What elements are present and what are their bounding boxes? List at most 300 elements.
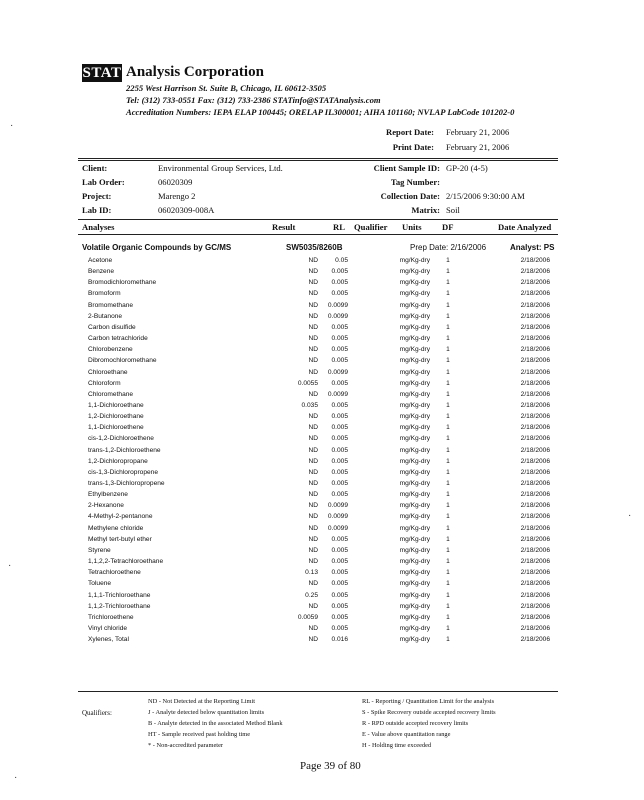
- result-value: ND: [308, 312, 318, 320]
- analyte-name: Chloroform: [88, 379, 121, 387]
- date-analyzed-value: 2/18/2006: [520, 435, 550, 443]
- table-row: [0, 367, 644, 378]
- units-value: mg/Kg-dry: [399, 435, 430, 443]
- units-value: mg/Kg-dry: [399, 624, 430, 632]
- table-row: [0, 378, 644, 389]
- qualifier-note: J - Analyte detected below quantitation limits: [148, 709, 265, 716]
- analyte-name: 2-Butanone: [88, 312, 123, 320]
- analyte-name: Vinyl chloride: [88, 624, 128, 632]
- df-value: 1: [446, 413, 450, 421]
- analyte-name: Acetone: [88, 257, 113, 264]
- result-value: ND: [308, 480, 318, 487]
- date-analyzed-value: 2/18/2006: [520, 613, 550, 621]
- date-analyzed-value: 2/18/2006: [520, 546, 550, 554]
- rl-value: 0.005: [331, 435, 348, 443]
- rl-value: 0.0099: [327, 390, 348, 398]
- units-value: mg/Kg-dry: [399, 513, 430, 521]
- units-value: mg/Kg-dry: [399, 502, 430, 510]
- units-value: mg/Kg-dry: [399, 368, 430, 376]
- date-analyzed-value: 2/18/2006: [520, 257, 550, 264]
- result-value: ND: [308, 435, 318, 443]
- units-value: mg/Kg-dry: [399, 312, 430, 320]
- rl-value: 0.005: [331, 346, 348, 354]
- units-value: mg/Kg-dry: [399, 636, 430, 644]
- rl-value: 0.005: [331, 624, 348, 632]
- section-prep-date: Prep Date: 2/16/2006: [410, 243, 487, 252]
- matrix-value: Soil: [446, 205, 460, 215]
- rl-value: 0.005: [331, 424, 348, 432]
- result-value: ND: [308, 513, 318, 521]
- client-value: Environmental Group Services, Ltd.: [158, 163, 283, 173]
- rl-value: 0.005: [331, 457, 348, 465]
- analyte-name: Chloroethane: [88, 368, 128, 376]
- table-row: [0, 601, 644, 612]
- df-value: 1: [446, 591, 450, 599]
- date-analyzed-value: 2/18/2006: [520, 323, 550, 331]
- result-value: 0.13: [305, 569, 318, 577]
- table-row: [0, 467, 644, 478]
- units-value: mg/Kg-dry: [399, 558, 430, 566]
- rl-value: 0.005: [331, 613, 348, 621]
- df-value: 1: [446, 357, 450, 365]
- result-value: ND: [308, 390, 318, 398]
- table-row: [0, 578, 644, 589]
- rl-value: 0.0099: [327, 312, 348, 320]
- col-rl: RL: [333, 222, 345, 232]
- print-date-label: Print Date:: [392, 142, 434, 152]
- section-method: SW5035/8260B: [286, 243, 343, 252]
- df-value: 1: [446, 480, 450, 487]
- units-value: mg/Kg-dry: [399, 468, 430, 476]
- table-row: [0, 266, 644, 277]
- units-value: mg/Kg-dry: [399, 257, 430, 264]
- date-analyzed-value: 2/18/2006: [520, 390, 550, 398]
- df-value: 1: [446, 424, 450, 432]
- rl-value: 0.0099: [327, 301, 348, 309]
- df-value: 1: [446, 312, 450, 320]
- date-analyzed-value: 2/18/2006: [520, 602, 550, 610]
- units-value: mg/Kg-dry: [399, 580, 430, 588]
- date-analyzed-value: 2/18/2006: [520, 424, 550, 432]
- table-row: [0, 344, 644, 355]
- df-value: 1: [446, 346, 450, 354]
- result-value: ND: [308, 346, 318, 354]
- client-sample-id-label: Client Sample ID:: [373, 163, 440, 173]
- analyte-name: 4-Methyl-2-pentanone: [88, 513, 153, 521]
- df-value: 1: [446, 435, 450, 443]
- qualifier-note: E - Value above quantitation range: [362, 731, 451, 738]
- df-value: 1: [446, 457, 450, 465]
- date-analyzed-value: 2/18/2006: [520, 502, 550, 510]
- result-value: ND: [308, 457, 318, 465]
- date-analyzed-value: 2/18/2006: [520, 480, 550, 487]
- analyte-name: Benzene: [88, 268, 115, 276]
- rl-value: 0.005: [331, 290, 348, 298]
- rl-value: 0.005: [331, 535, 348, 543]
- date-analyzed-value: 2/18/2006: [520, 569, 550, 577]
- date-analyzed-value: 2/18/2006: [520, 580, 550, 588]
- rl-value: 0.005: [331, 401, 348, 409]
- qualifier-note: S - Spike Recovery outside accepted recovery limits: [362, 709, 496, 716]
- qualifier-note: * - Non-accredited parameter: [148, 742, 224, 749]
- date-analyzed-value: 2/18/2006: [520, 268, 550, 276]
- result-value: 0.035: [301, 401, 318, 409]
- units-value: mg/Kg-dry: [399, 613, 430, 621]
- date-analyzed-value: 2/18/2006: [520, 524, 550, 532]
- result-value: 0.0059: [297, 613, 318, 621]
- result-value: ND: [308, 301, 318, 309]
- rl-value: 0.005: [331, 446, 348, 454]
- report-date: February 21, 2006: [446, 127, 510, 137]
- df-value: 1: [446, 502, 450, 510]
- rl-value: 0.005: [331, 468, 348, 476]
- lab-id-value: 06020309-008A: [158, 205, 215, 215]
- units-value: mg/Kg-dry: [399, 569, 430, 577]
- table-row: [0, 277, 644, 288]
- qualifier-note: R - RPD outside accepted recovery limits: [362, 720, 469, 727]
- table-row: [0, 634, 644, 645]
- rl-value: 0.0099: [327, 513, 348, 521]
- report-date-label: Report Date:: [386, 127, 434, 137]
- rl-value: 0.005: [331, 569, 348, 577]
- col-date-analyzed: Date Analyzed: [498, 222, 552, 232]
- col-qualifier: Qualifier: [354, 222, 388, 232]
- accreditation-numbers: Accreditation Numbers: IEPA ELAP 100445; ORELAP IL300001; AIHA 101160; NVLAP LabCode 101202-0: [126, 107, 515, 117]
- analyte-name: trans-1,3-Dichloropropene: [88, 480, 165, 487]
- date-analyzed-value: 2/18/2006: [520, 379, 550, 387]
- df-value: 1: [446, 513, 450, 521]
- collection-date-label: Collection Date:: [380, 191, 440, 201]
- collection-date-value: 2/15/2006 9:30:00 AM: [446, 191, 525, 201]
- result-value: 0.0055: [297, 379, 318, 387]
- qualifier-note: H - Holding time exceeded: [362, 742, 432, 749]
- table-row: [0, 590, 644, 601]
- rl-value: 0.016: [331, 636, 348, 644]
- rl-value: 0.005: [331, 491, 348, 499]
- scan-mark: ·: [14, 772, 18, 783]
- date-analyzed-value: 2/18/2006: [520, 591, 550, 599]
- divider: [78, 691, 558, 692]
- date-analyzed-value: 2/18/2006: [520, 491, 550, 499]
- divider: [78, 219, 558, 220]
- date-analyzed-value: 2/18/2006: [520, 279, 550, 287]
- units-value: mg/Kg-dry: [399, 279, 430, 287]
- df-value: 1: [446, 390, 450, 398]
- result-value: ND: [308, 335, 318, 343]
- result-value: ND: [308, 558, 318, 566]
- analyte-name: Styrene: [88, 546, 111, 554]
- col-df: DF: [442, 222, 454, 232]
- page-number: Page 39 of 80: [300, 760, 361, 772]
- df-value: 1: [446, 379, 450, 387]
- rl-value: 0.005: [331, 335, 348, 343]
- date-analyzed-value: 2/18/2006: [520, 401, 550, 409]
- company-contact: Tel: (312) 733-0551 Fax: (312) 733-2386 STATinfo@STATAnalysis.com: [126, 95, 381, 105]
- units-value: mg/Kg-dry: [399, 357, 430, 365]
- units-value: mg/Kg-dry: [399, 346, 430, 354]
- analyte-name: Ethylbenzene: [88, 491, 128, 499]
- table-row: [0, 433, 644, 444]
- analyte-name: Methyl tert-butyl ether: [88, 535, 152, 543]
- date-analyzed-value: 2/18/2006: [520, 346, 550, 354]
- units-value: mg/Kg-dry: [399, 301, 430, 309]
- df-value: 1: [446, 624, 450, 632]
- df-value: 1: [446, 535, 450, 543]
- table-row: [0, 523, 644, 534]
- analyte-name: Bromodichloromethane: [88, 279, 157, 287]
- table-row: [0, 389, 644, 400]
- company-logo: STAT: [82, 65, 122, 81]
- rl-value: 0.005: [331, 323, 348, 331]
- table-row: [0, 623, 644, 634]
- analyte-name: 1,1,2-Trichloroethane: [88, 602, 151, 610]
- table-row: [0, 355, 644, 366]
- col-units: Units: [402, 222, 422, 232]
- units-value: mg/Kg-dry: [399, 491, 430, 499]
- table-row: [0, 567, 644, 578]
- table-row: [0, 612, 644, 623]
- analyte-name: trans-1,2-Dichloroethene: [88, 446, 161, 454]
- divider: [78, 158, 558, 159]
- result-value: ND: [308, 268, 318, 276]
- qualifier-note: B - Analyte detected in the associated Method Blank: [148, 720, 283, 727]
- analyte-name: 1,2-Dichloropropane: [88, 457, 148, 465]
- date-analyzed-value: 2/18/2006: [520, 457, 550, 465]
- rl-value: 0.005: [331, 268, 348, 276]
- result-value: ND: [308, 535, 318, 543]
- units-value: mg/Kg-dry: [399, 290, 430, 298]
- result-value: ND: [308, 468, 318, 476]
- result-value: ND: [308, 602, 318, 610]
- units-value: mg/Kg-dry: [399, 390, 430, 398]
- table-row: [0, 322, 644, 333]
- units-value: mg/Kg-dry: [399, 424, 430, 432]
- df-value: 1: [446, 602, 450, 610]
- rl-value: 0.005: [331, 591, 348, 599]
- table-row: [0, 288, 644, 299]
- table-row: [0, 478, 644, 489]
- result-value: ND: [308, 502, 318, 510]
- analyte-name: 1,2-Dichloroethane: [88, 413, 144, 421]
- rl-value: 0.0099: [327, 368, 348, 376]
- client-label: Client:: [82, 163, 108, 173]
- df-value: 1: [446, 468, 450, 476]
- df-value: 1: [446, 279, 450, 287]
- units-value: mg/Kg-dry: [399, 524, 430, 532]
- table-row: [0, 411, 644, 422]
- table-row: [0, 311, 644, 322]
- units-value: mg/Kg-dry: [399, 602, 430, 610]
- table-row: [0, 511, 644, 522]
- result-value: ND: [308, 357, 318, 365]
- table-row: [0, 300, 644, 311]
- table-row: [0, 556, 644, 567]
- table-row: [0, 400, 644, 411]
- date-analyzed-value: 2/18/2006: [520, 513, 550, 521]
- table-row: [0, 500, 644, 511]
- col-analyses: Analyses: [82, 222, 115, 232]
- result-value: ND: [308, 257, 318, 264]
- date-analyzed-value: 2/18/2006: [520, 468, 550, 476]
- print-date: February 21, 2006: [446, 142, 510, 152]
- date-analyzed-value: 2/18/2006: [520, 413, 550, 421]
- tag-number-label: Tag Number:: [390, 177, 440, 187]
- analyte-name: Chloromethane: [88, 390, 134, 398]
- rl-value: 0.005: [331, 580, 348, 588]
- date-analyzed-value: 2/18/2006: [520, 290, 550, 298]
- analyte-name: Carbon disulfide: [88, 323, 136, 331]
- rl-value: 0.005: [331, 602, 348, 610]
- units-value: mg/Kg-dry: [399, 323, 430, 331]
- result-value: ND: [308, 368, 318, 376]
- units-value: mg/Kg-dry: [399, 446, 430, 454]
- analyte-name: Toluene: [88, 580, 112, 588]
- scan-mark: ·: [10, 120, 14, 131]
- result-value: 0.25: [305, 591, 318, 599]
- result-value: ND: [308, 446, 318, 454]
- date-analyzed-value: 2/18/2006: [520, 636, 550, 644]
- date-analyzed-value: 2/18/2006: [520, 624, 550, 632]
- df-value: 1: [446, 257, 450, 264]
- table-row: [0, 445, 644, 456]
- table-row: [0, 534, 644, 545]
- lab-order-label: Lab Order:: [82, 177, 125, 187]
- analyte-name: 2-Hexanone: [88, 502, 124, 510]
- df-value: 1: [446, 524, 450, 532]
- df-value: 1: [446, 491, 450, 499]
- qualifier-note: HT - Sample received past holding time: [148, 731, 251, 738]
- units-value: mg/Kg-dry: [399, 401, 430, 409]
- rl-value: 0.005: [331, 413, 348, 421]
- df-value: 1: [446, 580, 450, 588]
- units-value: mg/Kg-dry: [399, 335, 430, 343]
- df-value: 1: [446, 368, 450, 376]
- result-value: ND: [308, 624, 318, 632]
- company-address: 2255 West Harrison St. Suite B, Chicago, IL 60612-3505: [126, 83, 327, 93]
- table-row: [0, 489, 644, 500]
- units-value: mg/Kg-dry: [399, 379, 430, 387]
- rl-value: 0.005: [331, 279, 348, 287]
- analyte-name: 1,1,1-Trichloroethane: [88, 591, 151, 599]
- col-result: Result: [272, 222, 296, 232]
- analyte-name: Chlorobenzene: [88, 346, 133, 354]
- analyte-name: 1,1-Dichloroethene: [88, 424, 144, 432]
- matrix-label: Matrix:: [411, 205, 440, 215]
- analyte-name: 1,1-Dichloroethane: [88, 401, 144, 409]
- section-title: Volatile Organic Compounds by GC/MS: [82, 243, 232, 252]
- date-analyzed-value: 2/18/2006: [520, 335, 550, 343]
- analyte-name: cis-1,3-Dichloropropene: [88, 468, 159, 476]
- df-value: 1: [446, 446, 450, 454]
- date-analyzed-value: 2/18/2006: [520, 535, 550, 543]
- df-value: 1: [446, 323, 450, 331]
- result-value: ND: [308, 491, 318, 499]
- result-value: ND: [308, 424, 318, 432]
- result-value: ND: [308, 279, 318, 287]
- date-analyzed-value: 2/18/2006: [520, 357, 550, 365]
- result-value: ND: [308, 323, 318, 331]
- df-value: 1: [446, 613, 450, 621]
- units-value: mg/Kg-dry: [399, 535, 430, 543]
- df-value: 1: [446, 569, 450, 577]
- df-value: 1: [446, 401, 450, 409]
- analyte-name: Tetrachloroethene: [88, 569, 141, 577]
- df-value: 1: [446, 290, 450, 298]
- scan-mark: ·: [8, 560, 12, 571]
- rl-value: 0.005: [331, 379, 348, 387]
- divider: [78, 234, 558, 235]
- date-analyzed-value: 2/18/2006: [520, 301, 550, 309]
- df-value: 1: [446, 268, 450, 276]
- analyte-name: Bromoform: [88, 290, 121, 298]
- rl-value: 0.005: [331, 546, 348, 554]
- company-name: Analysis Corporation: [126, 64, 264, 80]
- units-value: mg/Kg-dry: [399, 413, 430, 421]
- date-analyzed-value: 2/18/2006: [520, 368, 550, 376]
- units-value: mg/Kg-dry: [399, 480, 430, 487]
- analyte-name: Dibromochloromethane: [88, 357, 157, 365]
- result-value: ND: [308, 546, 318, 554]
- df-value: 1: [446, 636, 450, 644]
- table-row: [0, 422, 644, 433]
- qualifier-note: RL - Reporting / Quantitation Limit for the analysis: [362, 698, 495, 705]
- result-value: ND: [308, 580, 318, 588]
- table-row: [0, 545, 644, 556]
- project-value: Marengo 2: [158, 191, 196, 201]
- analyte-name: 1,1,2,2-Tetrachloroethane: [88, 558, 164, 566]
- df-value: 1: [446, 558, 450, 566]
- rl-value: 0.0099: [327, 502, 348, 510]
- qualifier-note: ND - Not Detected at the Reporting Limit: [148, 698, 256, 705]
- scan-mark: ·: [628, 510, 632, 521]
- result-value: ND: [308, 524, 318, 532]
- rl-value: 0.005: [331, 357, 348, 365]
- result-value: ND: [308, 290, 318, 298]
- analyte-name: Xylenes, Total: [88, 636, 129, 644]
- lab-id-label: Lab ID:: [82, 205, 112, 215]
- project-label: Project:: [82, 191, 112, 201]
- rl-value: 0.0099: [327, 524, 348, 532]
- date-analyzed-value: 2/18/2006: [520, 558, 550, 566]
- table-row: [0, 255, 644, 266]
- divider: [78, 160, 558, 161]
- lab-order-value: 06020309: [158, 177, 193, 187]
- analyte-name: cis-1,2-Dichloroethene: [88, 435, 154, 443]
- analyte-name: Carbon tetrachloride: [88, 335, 148, 343]
- result-value: ND: [308, 636, 318, 644]
- table-row: [0, 333, 644, 344]
- analyte-name: Bromomethane: [88, 301, 134, 309]
- client-sample-id-value: GP-20 (4-5): [446, 163, 488, 173]
- df-value: 1: [446, 546, 450, 554]
- result-value: ND: [308, 413, 318, 421]
- units-value: mg/Kg-dry: [399, 546, 430, 554]
- section-analyst: Analyst: PS: [510, 243, 555, 252]
- rl-value: 0.005: [331, 480, 348, 487]
- units-value: mg/Kg-dry: [399, 457, 430, 465]
- qualifiers-label: Qualifiers:: [82, 709, 112, 717]
- rl-value: 0.005: [331, 558, 348, 566]
- analyte-name: Methylene chloride: [88, 524, 144, 532]
- rl-value: 0.05: [335, 257, 348, 264]
- analyte-name: Trichloroethene: [88, 613, 134, 621]
- table-row: [0, 456, 644, 467]
- date-analyzed-value: 2/18/2006: [520, 312, 550, 320]
- date-analyzed-value: 2/18/2006: [520, 446, 550, 454]
- df-value: 1: [446, 301, 450, 309]
- df-value: 1: [446, 335, 450, 343]
- units-value: mg/Kg-dry: [399, 268, 430, 276]
